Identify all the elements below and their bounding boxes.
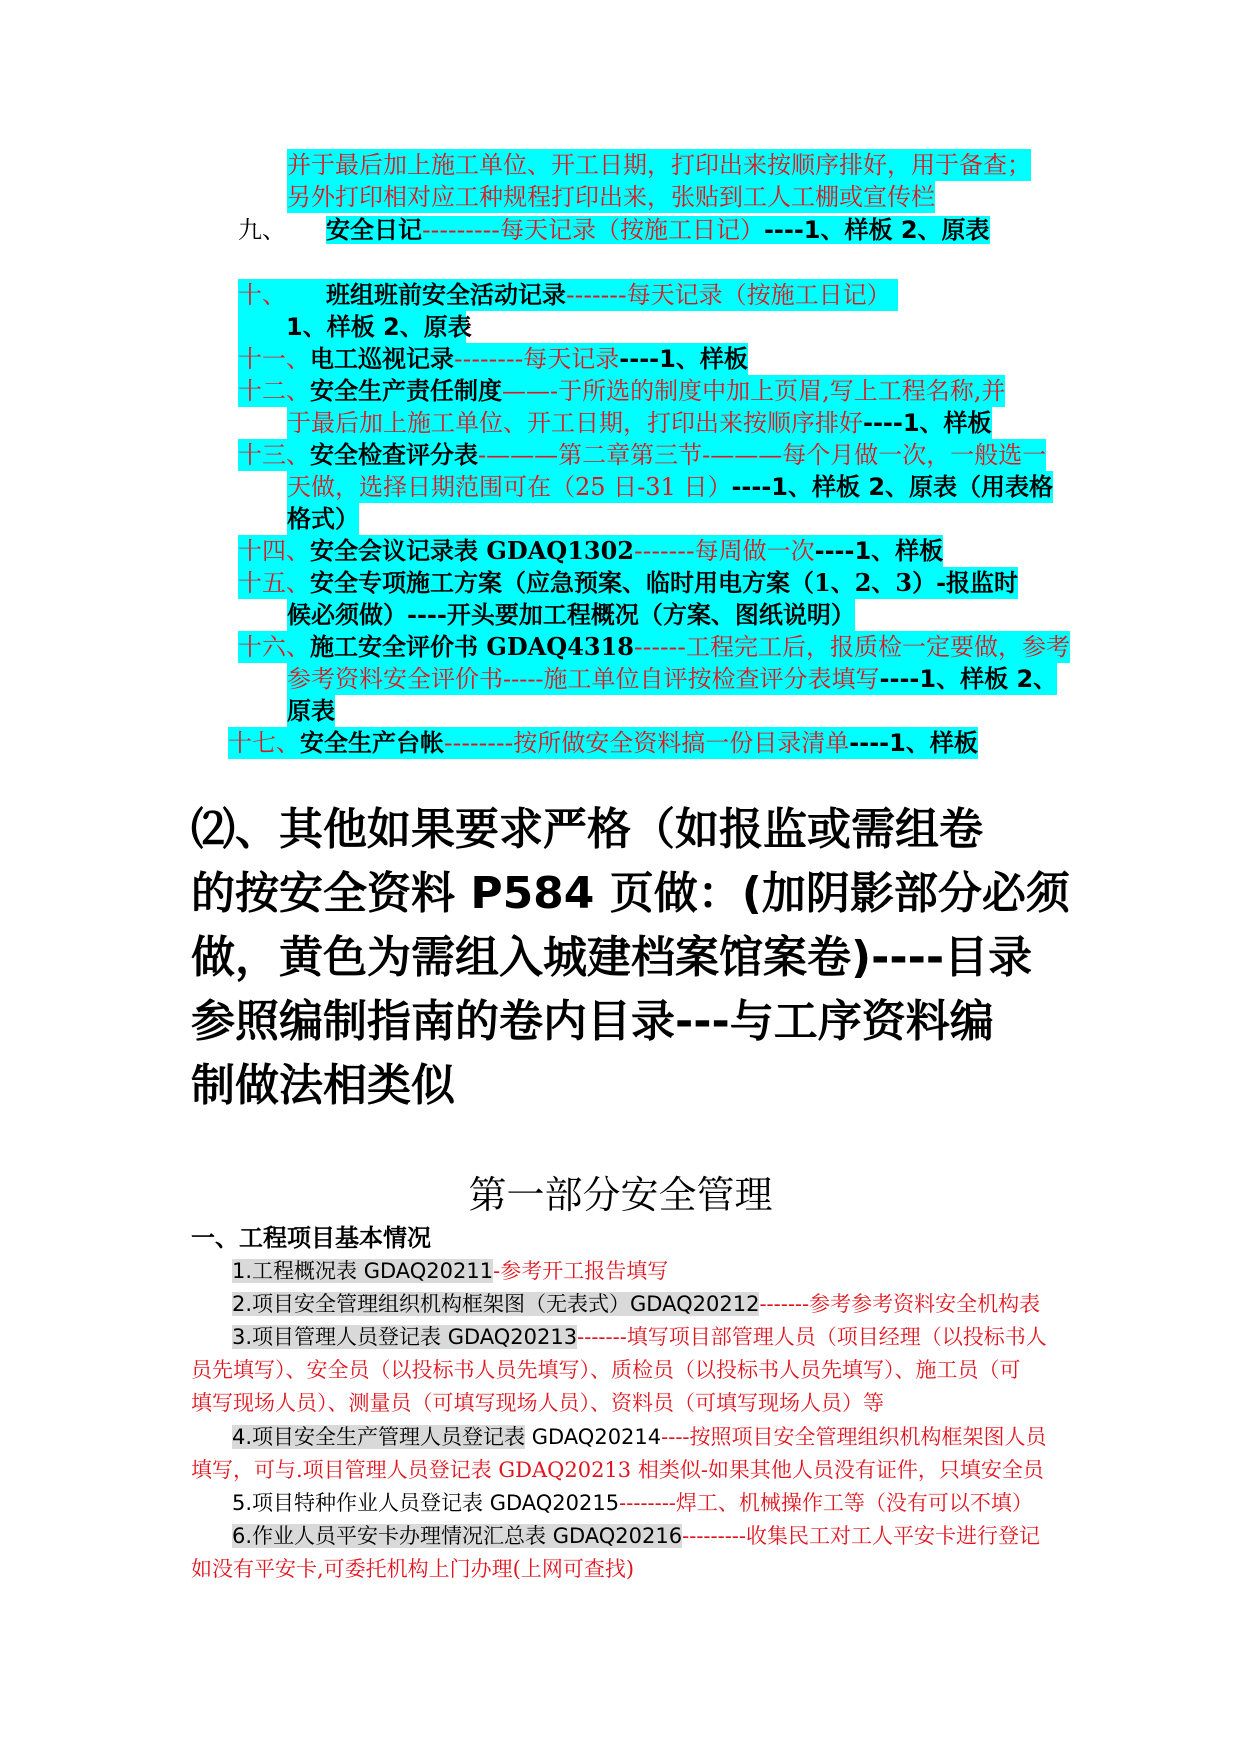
item-17-title: 安全生产台帐 [300, 728, 444, 757]
item-9-num: 九、 [238, 216, 286, 244]
entry-3-cont-1: 员先填写）、安全员（以投标书人员先填写）、质检员（以投标书人员先填写）、施工员（可 [191, 1358, 1021, 1382]
item-10-title: 班组班前安全活动记录 [326, 280, 566, 309]
big-paragraph-line-1: ⑵、其他如果要求严格（如报监或需组卷 [191, 804, 983, 855]
item-9: 九、 安全日记---------每天记录（按施工日记）----1、样板 2、原表 [238, 215, 990, 244]
item-13: 十三、安全检查评分表-———第二章第三节-———每个月做一次，一般选一 [238, 440, 1047, 469]
section-heading: 一、工程项目基本情况 [191, 1223, 431, 1252]
item-14-title: 安全会议记录表 GDAQ1302 [310, 536, 634, 565]
item-11-title: 电工巡视记录 [310, 344, 454, 373]
item-16-cont2: 原表 [287, 696, 335, 725]
item-13-cont2: 格式） [287, 504, 359, 533]
big-paragraph-line-3: 做，黄色为需组入城建档案馆案卷)----目录 [191, 932, 1033, 983]
entry-2: 2.项目安全管理组织机构框架图（无表式）GDAQ20212-------参考参考资料安全机构表 [232, 1292, 1041, 1316]
entry-3: 3.项目管理人员登记表 GDAQ20213-------填写项目部管理人员（项目经理（以投标书人 [232, 1325, 1047, 1349]
item-10-num: 十、 [238, 281, 286, 309]
item-9-title: 安全日记 [326, 215, 422, 244]
item-15: 十五、安全专项施工方案（应急预案、临时用电方案（1、2、3）-报监时 [238, 568, 1019, 597]
entry-6: 6.作业人员平安卡办理情况汇总表 GDAQ20216---------收集民工对工人平安卡进行登记 [232, 1524, 1040, 1548]
entry-5: 5.项目特种作业人员登记表 GDAQ20215--------焊工、机械操作工等（没有可以不填） [232, 1491, 1033, 1515]
item-12: 十二、安全生产责任制度——-于所选的制度中加上页眉,写上工程名称,并 [238, 376, 1006, 405]
item-16-title: 施工安全评价书 GDAQ4318 [310, 632, 634, 661]
entry-3-cont-2: 填写现场人员）、测量员（可填写现场人员）、资料员（可填写现场人员）等 [191, 1391, 884, 1415]
entry-4: 4.项目安全生产管理人员登记表 GDAQ20214----按照项目安全管理组织机构框架图人员 [232, 1425, 1047, 1449]
item-12-title: 安全生产责任制度 [310, 376, 502, 405]
item-16-cont: 参考资料安全评价书-----施工单位自评按检查评分表填写----1、样板 2、 [287, 665, 1058, 693]
item-13-title: 安全检查评分表 [310, 440, 478, 469]
entry-1: 1.工程概况表 GDAQ20211-参考开工报告填写 [232, 1259, 669, 1283]
item-17: 十七、安全生产台帐--------按所做安全资料搞一份目录清单----1、样板 [228, 728, 978, 757]
item-10-note: 每天记录（按施工日记） [626, 281, 891, 309]
item-10: 十、 班组班前安全活动记录-------每天记录（按施工日记） [238, 279, 898, 311]
big-paragraph-line-4: 参照编制指南的卷内目录---与工序资料编 [191, 996, 994, 1047]
entry-4-cont-1: 填写，可与.项目管理人员登记表 GDAQ20213 相类似-如果其他人员没有证件，只填安全员 [191, 1458, 1044, 1482]
item-13-cont: 天做，选择日期范围可在（25 日-31 日）----1、样板 2、原表（用表格 [287, 473, 1054, 501]
part-heading: 第一部分安全管理 [468, 1173, 773, 1217]
item-11: 十一、电工巡视记录--------每天记录----1、样板 [238, 344, 748, 373]
entry-6-cont-1: 如没有平安卡,可委托机构上门办理(上网可查找) [191, 1557, 635, 1581]
item-10-cont: 1、样板 2、原表 [238, 311, 466, 343]
item-15-title: 安全专项施工方案（应急预案、临时用电方案（1、2、3）-报监时 [310, 568, 1019, 597]
item-12-cont: 于最后加上施工单位、开工日期，打印出来按顺序排好----1、样板 [287, 409, 992, 437]
big-paragraph-line-5: 制做法相类似 [191, 1060, 455, 1111]
item-14: 十四、安全会议记录表 GDAQ1302-------每周做一次----1、样板 [238, 536, 944, 565]
item-16: 十六、施工安全评价书 GDAQ4318------工程完工后，报质检一定要做，参考 [238, 632, 1070, 661]
top-line-2: 另外打印相对应工种规程打印出来，张贴到工人工棚或宣传栏 [287, 183, 935, 211]
top-line-1: 并于最后加上施工单位、开工日期，打印出来按顺序排好，用于备查； [287, 151, 1031, 179]
big-paragraph-line-2: 的按安全资料 P584 页做：(加阴影部分必须 [191, 868, 1070, 919]
item-15-cont: 候必须做）----开头要加工程概况（方案、图纸说明） [287, 600, 855, 629]
item-9-note: 每天记录（按施工日记） [499, 216, 764, 244]
